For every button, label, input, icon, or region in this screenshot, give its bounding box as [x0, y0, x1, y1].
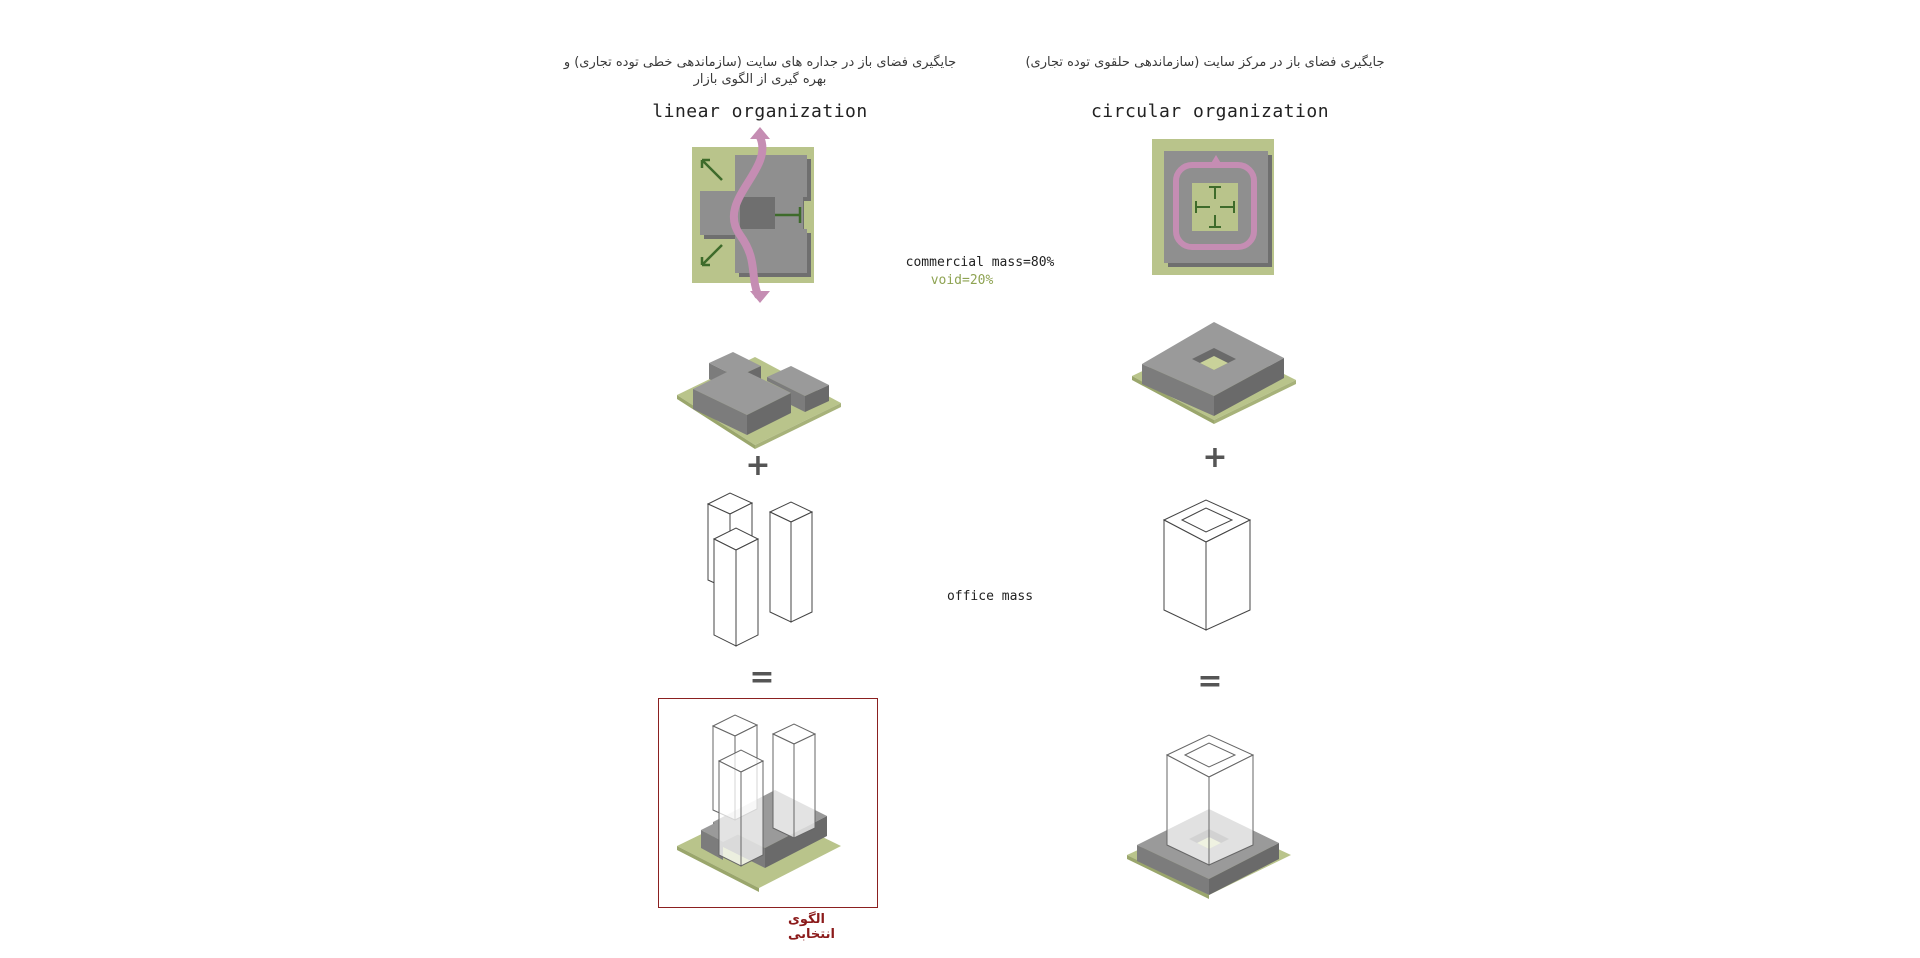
plus-operator-circular: +: [1202, 440, 1228, 475]
linear-office-towers: [700, 490, 830, 650]
selected-option-label: الگوی انتخابی: [788, 912, 835, 942]
office-mass-label: office mass: [946, 589, 1034, 604]
path-arrow-top: [750, 127, 770, 139]
circular-plan-diagram: [1150, 135, 1290, 285]
circular-organization-title: circular organization: [1090, 101, 1330, 122]
right-caption-line1: جایگیری فضای باز در مرکز سایت (سازماندهی حلقوی توده تجاری): [1025, 55, 1385, 70]
path-arrow-bottom: [750, 291, 770, 303]
equals-operator-circular: =: [1197, 664, 1223, 699]
equals-operator-linear: =: [749, 660, 775, 695]
circular-commercial-mass-isometric: [1130, 320, 1300, 430]
left-caption: [540, 54, 980, 88]
ratio-text: [880, 254, 1080, 290]
commercial-mass-ratio: commercial mass=80%: [905, 255, 1055, 270]
circular-combined-tower: [1167, 735, 1253, 865]
linear-plan-diagram: [680, 125, 840, 310]
plus-operator-linear: +: [745, 448, 771, 483]
circular-office-tower: [1160, 490, 1260, 630]
void-ratio: void=20%: [930, 273, 994, 288]
linear-commercial-mass-isometric: [675, 345, 850, 450]
left-caption-line2: بهره گیری از الگوی بازار: [693, 72, 827, 87]
right-caption: [1010, 54, 1400, 71]
linear-combined-result: [675, 710, 855, 900]
linear-organization-title: linear organization: [652, 101, 868, 122]
left-caption-line1: جایگیری فضای باز در جداره های سایت (سازماندهی خطی توده تجاری) و: [563, 55, 957, 70]
circular-combined-result: [1125, 725, 1300, 910]
